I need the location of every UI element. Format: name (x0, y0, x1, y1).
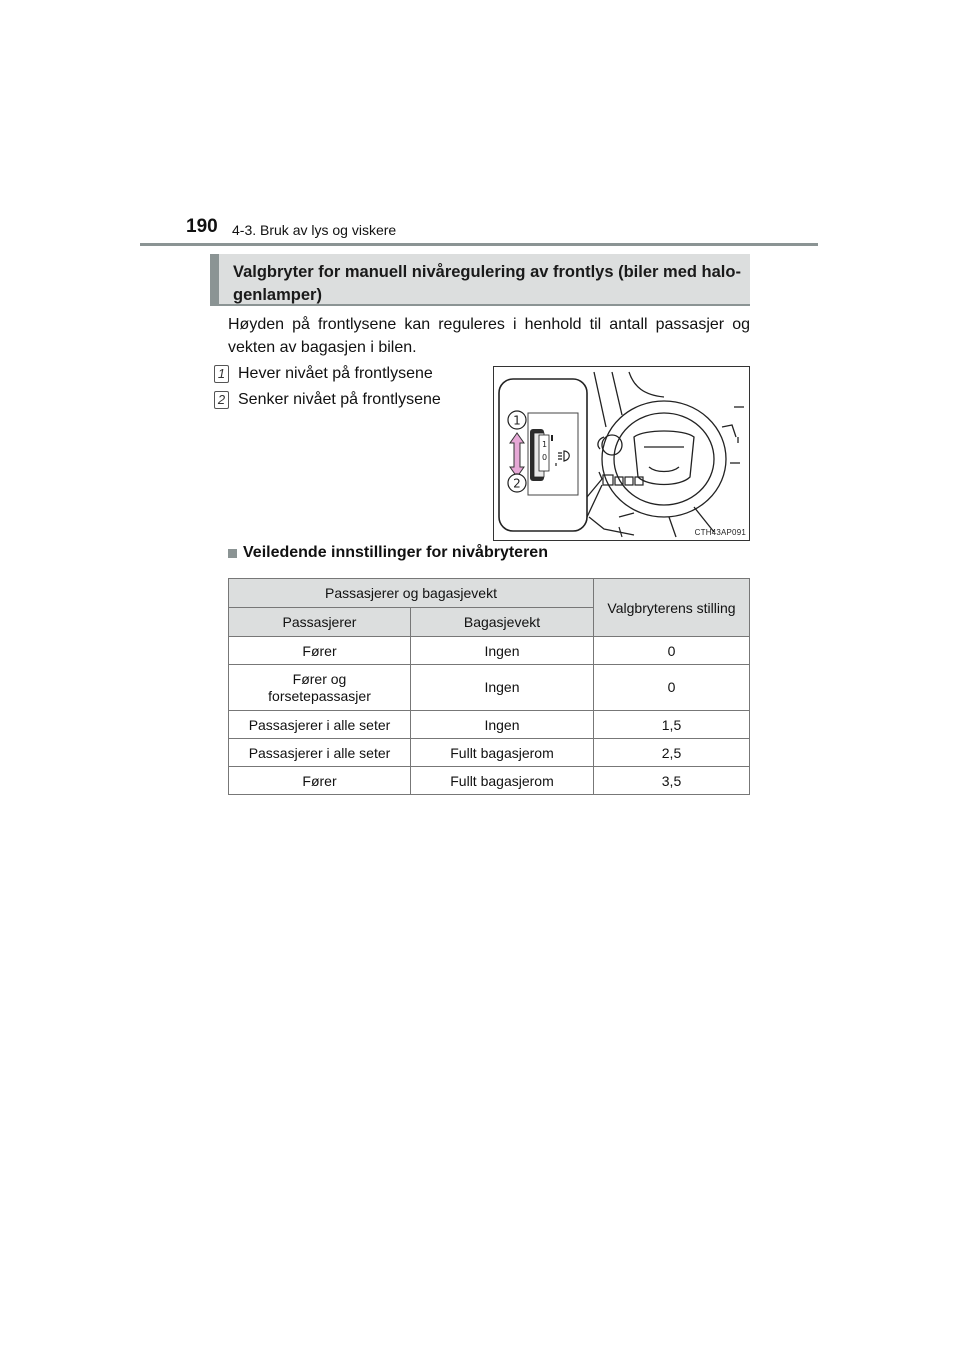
intro-paragraph: Høyden på frontlysene kan reguleres i henhold til antall passasjer og vekten av bagasjen i bilen. (228, 316, 750, 356)
number-badge: 2 (214, 391, 229, 409)
cell-luggage: Ingen (411, 665, 594, 711)
header-group: Passasjerer og bagasjevekt (229, 579, 594, 608)
figure-dashboard-switch (493, 366, 750, 541)
cell-position: 0 (594, 637, 750, 665)
square-bullet-icon (228, 549, 237, 558)
cell-passengers-text: Fører og forsetepassasjer (268, 670, 371, 704)
leveling-settings-table (228, 578, 750, 795)
cell-passengers: Fører (229, 637, 411, 665)
list-item-label: Senker nivået på frontlysene (238, 391, 441, 408)
list-item-raise (214, 364, 433, 384)
header-passengers: Passasjerer (229, 608, 411, 637)
section-path: 4-3. Bruk av lys og viskere (232, 222, 397, 238)
callout-2-label: 2 (513, 476, 521, 491)
section-heading-box (210, 254, 750, 306)
cell-position: 3,5 (594, 767, 750, 795)
dial-mark-1: 1 (542, 440, 548, 449)
cell-luggage: Fullt bagasjerom (411, 767, 594, 795)
header-position: Valgbryterens stilling (594, 579, 750, 637)
cell-luggage: Ingen (411, 711, 594, 739)
table-row (229, 665, 750, 711)
callout-1-label: 1 (513, 413, 521, 428)
cell-luggage: Ingen (411, 637, 594, 665)
figure-code: CTH43AP091 (694, 528, 746, 537)
cell-luggage: Fullt bagasjerom (411, 739, 594, 767)
table-row (229, 739, 750, 767)
dashboard-illustration (494, 367, 749, 540)
table-heading (228, 544, 548, 562)
list-item-lower (214, 390, 441, 410)
header-divider (140, 243, 818, 246)
section-title: Valgbryter for manuell nivåregulering av frontlys (biler med halo-genlamper) (233, 263, 741, 304)
header-luggage: Bagasjevekt (411, 608, 594, 637)
cell-passengers: Fører (229, 767, 411, 795)
table-row (229, 711, 750, 739)
dial-mark-0: 0 (542, 453, 548, 462)
cell-passengers: Passasjerer i alle seter (229, 739, 411, 767)
table-row (229, 637, 750, 665)
number-badge: 1 (214, 365, 229, 383)
cell-passengers (229, 665, 411, 711)
table-row (229, 767, 750, 795)
page-number: 190 (186, 216, 218, 237)
cell-position: 2,5 (594, 739, 750, 767)
cell-position: 0 (594, 665, 750, 711)
list-item-label: Hever nivået på frontlysene (238, 365, 433, 382)
table-heading-text: Veiledende innstillinger for nivåbryteren (243, 544, 548, 561)
cell-position: 1,5 (594, 711, 750, 739)
cell-passengers: Passasjerer i alle seter (229, 711, 411, 739)
